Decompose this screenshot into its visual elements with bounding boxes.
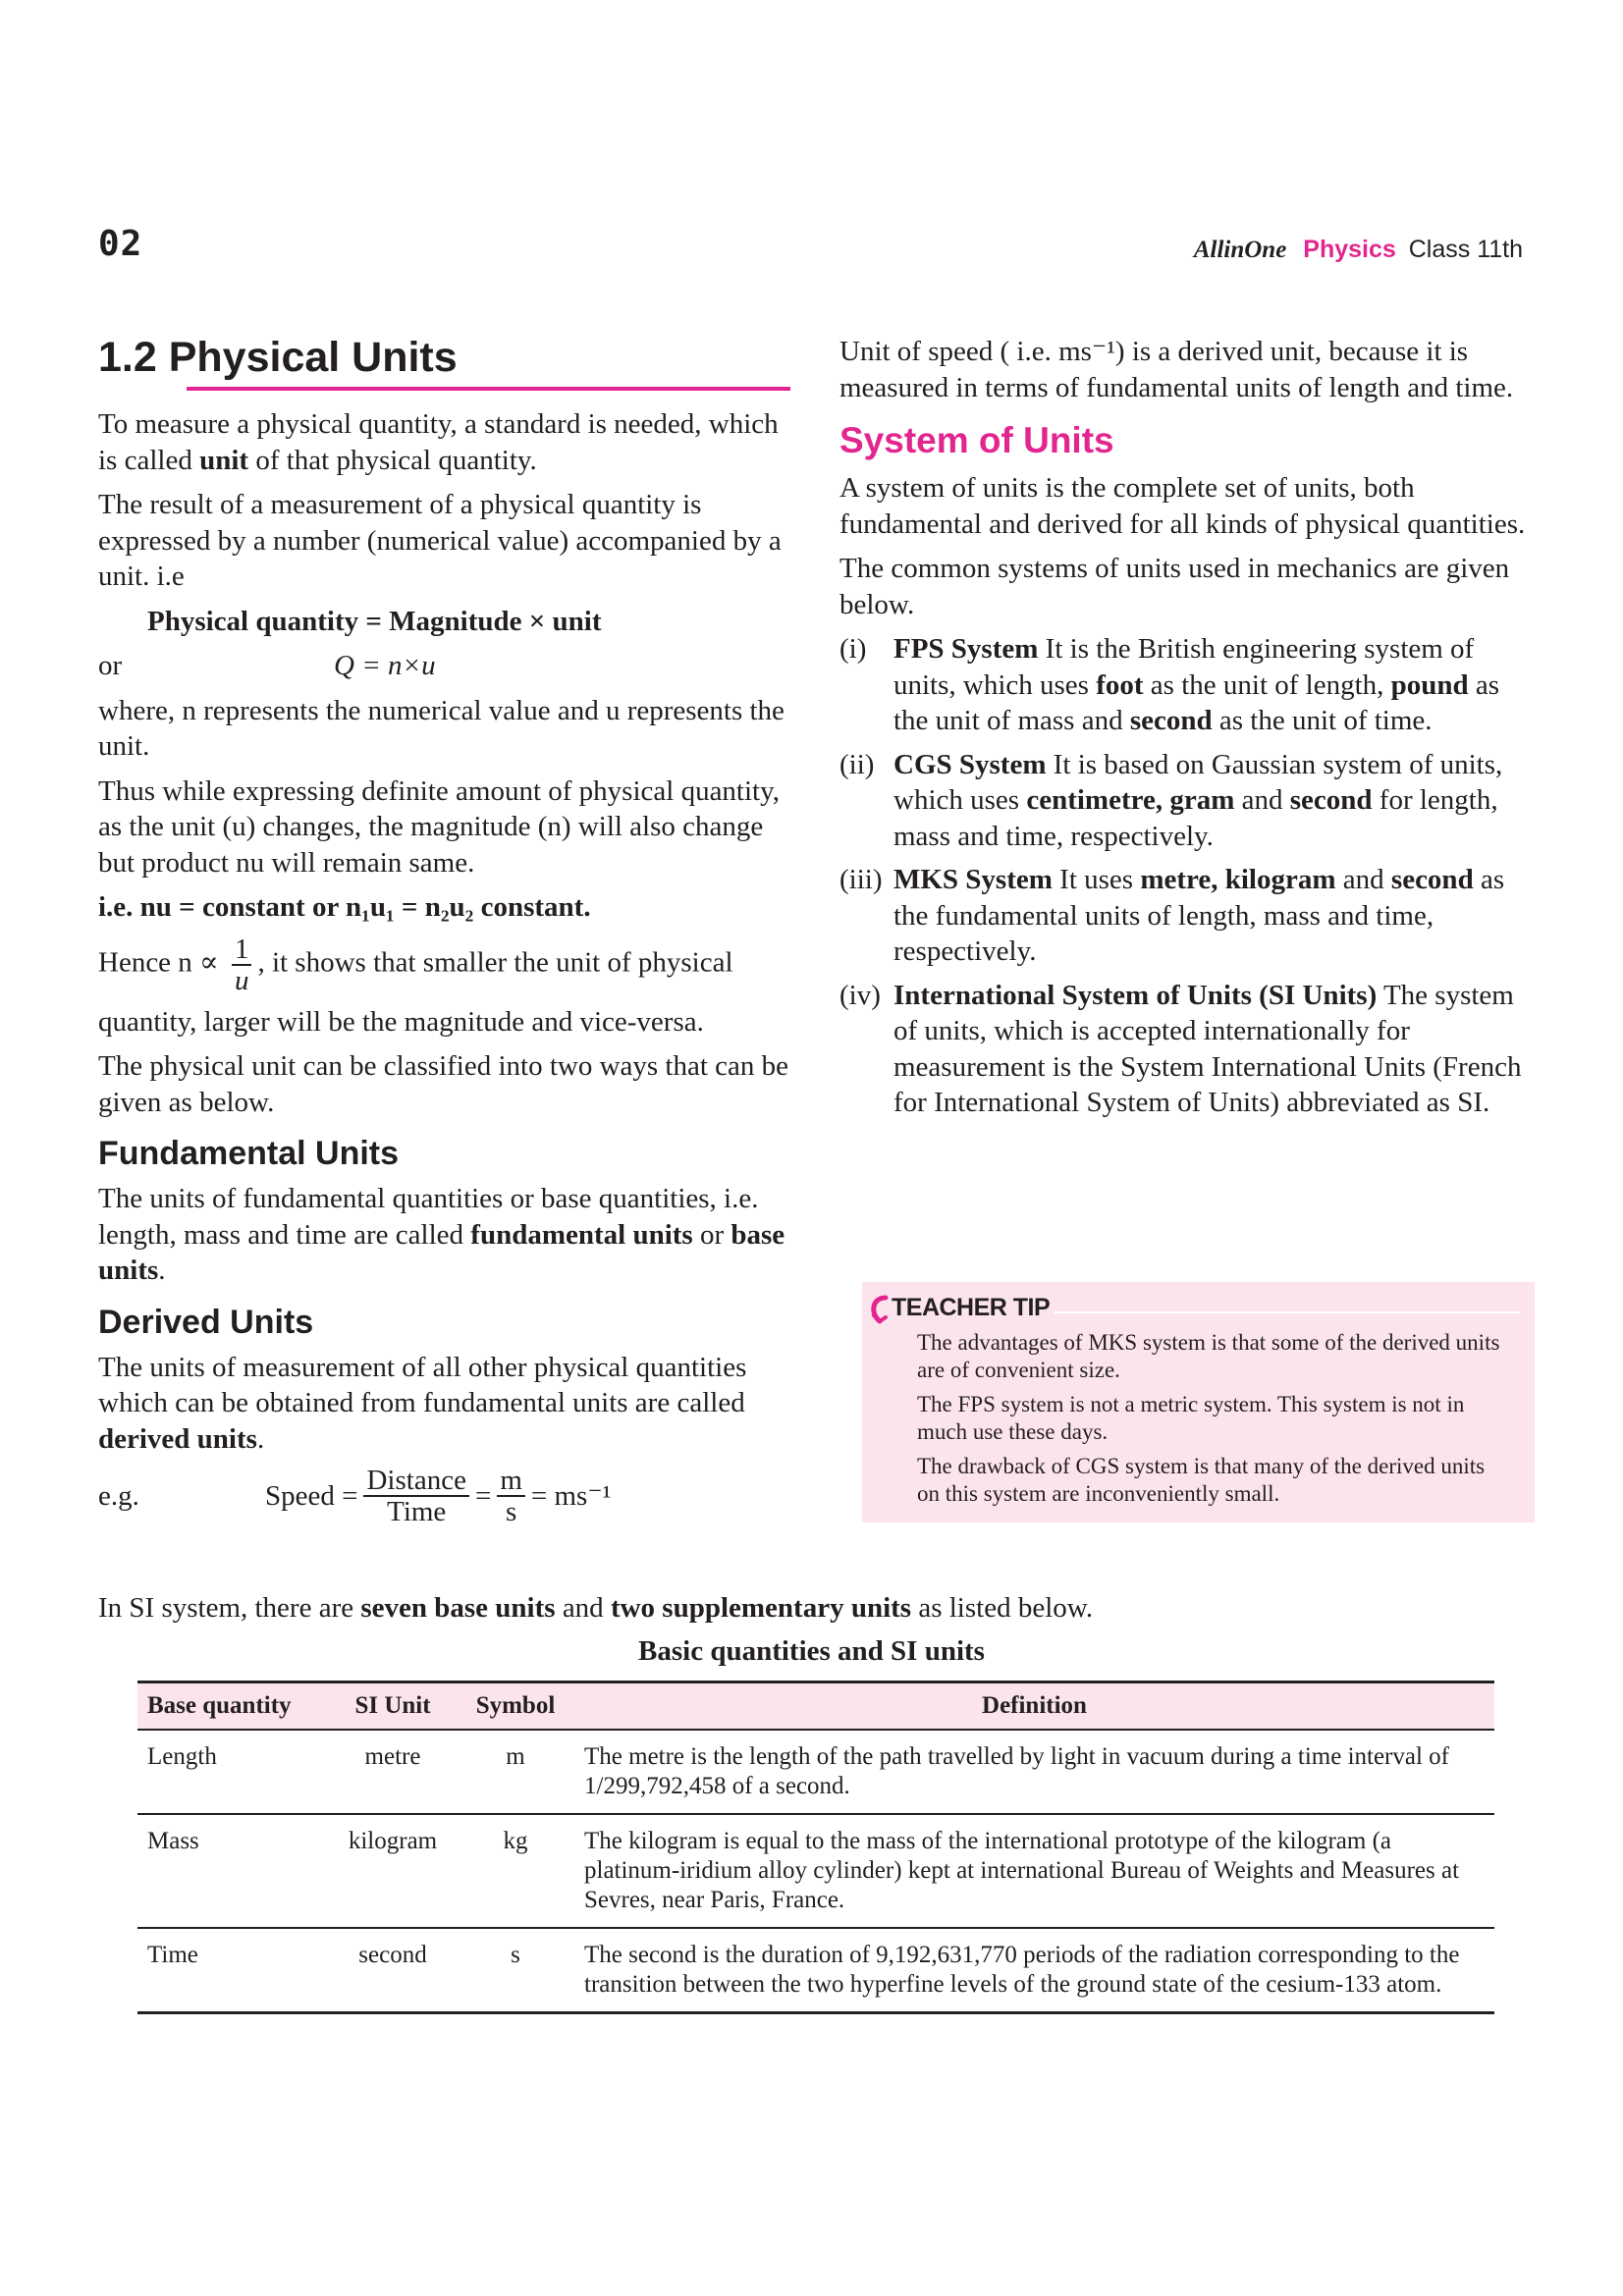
derived-units-heading: Derived Units <box>98 1303 314 1341</box>
tip-line: The drawback of CGS system is that many of the derived units on this system are inconveniently small. <box>917 1454 1486 1506</box>
list-item: (iv) International System of Units (SI Units) The system of units, which is accepted internationally for measurement is the System International Units (French for International System of Units) abbreviated as SI. <box>839 979 1522 1118</box>
formula-or-line <box>98 648 790 684</box>
list-item: (ii) CGS System It is based on Gaussian system of units, which uses centimetre, gram and second for length, mass and time, respectively. <box>839 748 1503 852</box>
subject-label: Physics <box>1303 236 1396 263</box>
or-word: or <box>98 650 123 681</box>
para-thus: Thus while expressing definite amount of physical quantity, as the unit (u) changes, the magnitude (n) will also change but product nu will remain same. <box>98 774 780 879</box>
speed-example: e.g. Speed = $\frac{\text{Distance}}{\text{Time}}$ = $\frac{m}{s}$ = ms⁻¹ <box>98 1465 612 1527</box>
para-speed-unit: Unit of speed ( i.e. ms⁻¹) is a derived unit, because it is measured in terms of fundamental units of length and time. <box>839 336 1514 403</box>
si-units-table <box>137 1681 1494 2014</box>
para-unit-definition: To measure a physical quantity, a standard is needed, which is called unit of that physical quantity. <box>98 408 779 476</box>
tip-line: The FPS system is not a metric system. This system is not in much use these days. <box>917 1392 1465 1444</box>
teacher-tip-title: TEACHER TIP <box>892 1294 1051 1321</box>
para-fundamental-units: The units of fundamental quantities or base quantities, i.e. length, mass and time are called fundamental units or base units. <box>98 1183 785 1286</box>
header-base-quantity: Base quantity <box>137 1682 329 1731</box>
para-constant: i.e. nu = constant or n₁u₁ = n₂u₂ constant. <box>98 891 591 923</box>
tip-line: The advantages of MKS system is that some of the derived units are of convenient size. <box>917 1330 1500 1382</box>
para-common-systems: The common systems of units used in mechanics are given below. <box>839 553 1510 620</box>
table-header-row <box>137 1682 1494 1731</box>
teacher-tip-body <box>917 1329 1506 1515</box>
table-row: Mass kilogram kg The kilogram is equal to the mass of the international prototype of the kilogram (a platinum-iridium alloy cylinder) kept at international Bureau of Weights and Measures at Sevres, near Paris, France. <box>137 1814 1494 1928</box>
hence-line: Hence n ∝ $\frac{1}{u}$ , it shows that smaller the unit of physical <box>98 933 733 996</box>
teacher-tip-rule <box>1054 1311 1521 1313</box>
fraction-distance-time: $\frac{\text{Distance}}{\text{Time}}$ <box>363 1466 468 1526</box>
left-column <box>98 334 790 1526</box>
si-intro: In SI system, there are seven base units and two supplementary units as listed below. <box>98 1592 1094 1624</box>
fraction-m-s: $\frac{m}{s}$ <box>497 1466 525 1526</box>
systems-list <box>839 631 1532 1121</box>
para-measurement: The result of a measurement of a physical quantity is expressed by a number (numerical value) accompanied by a unit. i.e <box>98 489 782 592</box>
table-row: Time second s The second is the duration of 9,192,631,770 periods of the radiation corresponding to the transition between the two hyperfine levels of the ground state of the cesium-133 atom. <box>137 1928 1494 2013</box>
equation-q: Q = n×u <box>334 650 436 681</box>
fraction-one-over-u: $\frac{1}{u}$ <box>232 934 252 995</box>
para-vice-versa: quantity, larger will be the magnitude and vice-versa. <box>98 1005 704 1038</box>
list-item: (iii) MKS System It uses metre, kilogram and second as the fundamental units of length, mass and time, respectively. <box>839 864 1505 967</box>
table-caption: Basic quantities and SI units <box>638 1635 985 1667</box>
eg-word: e.g. <box>98 1479 139 1512</box>
para-system-definition: A system of units is the complete set of units, both fundamental and derived for all kinds of physical quantities. <box>839 472 1526 540</box>
right-column <box>839 334 1532 1129</box>
brand-logo: AllinOne <box>1193 237 1287 263</box>
running-head <box>1194 236 1523 264</box>
page-number: 02 <box>98 224 143 264</box>
system-of-units-heading: System of Units <box>839 420 1114 460</box>
list-item: (i) FPS System It is the British engineering system of units, which uses foot as the unit of length, pound as the unit of mass and second as the unit of time. <box>839 633 1500 736</box>
para-derived-units: The units of measurement of all other physical quantities which can be obtained from fundamental units are called derived units. <box>98 1351 747 1455</box>
curl-arrow-icon <box>866 1292 893 1331</box>
section-title: 1.2 Physical Units <box>98 334 790 387</box>
header-definition: Definition <box>574 1682 1494 1731</box>
para-where: where, n represents the numerical value and u represents the unit. <box>98 694 784 762</box>
class-label: Class 11th <box>1408 236 1523 263</box>
header-symbol: Symbol <box>457 1682 574 1731</box>
para-classified: The physical unit can be classified into two ways that can be given as below. <box>98 1050 789 1118</box>
table-row: Length metre m The metre is the length of the path travelled by light in vacuum during a time interval of 1/299,792,458 of a second. <box>137 1730 1494 1814</box>
formula-physical-quantity: Physical quantity = Magnitude × unit <box>147 605 602 637</box>
teacher-tip-box <box>862 1282 1535 1522</box>
header-si-unit: SI Unit <box>329 1682 457 1731</box>
fundamental-units-heading: Fundamental Units <box>98 1135 400 1172</box>
